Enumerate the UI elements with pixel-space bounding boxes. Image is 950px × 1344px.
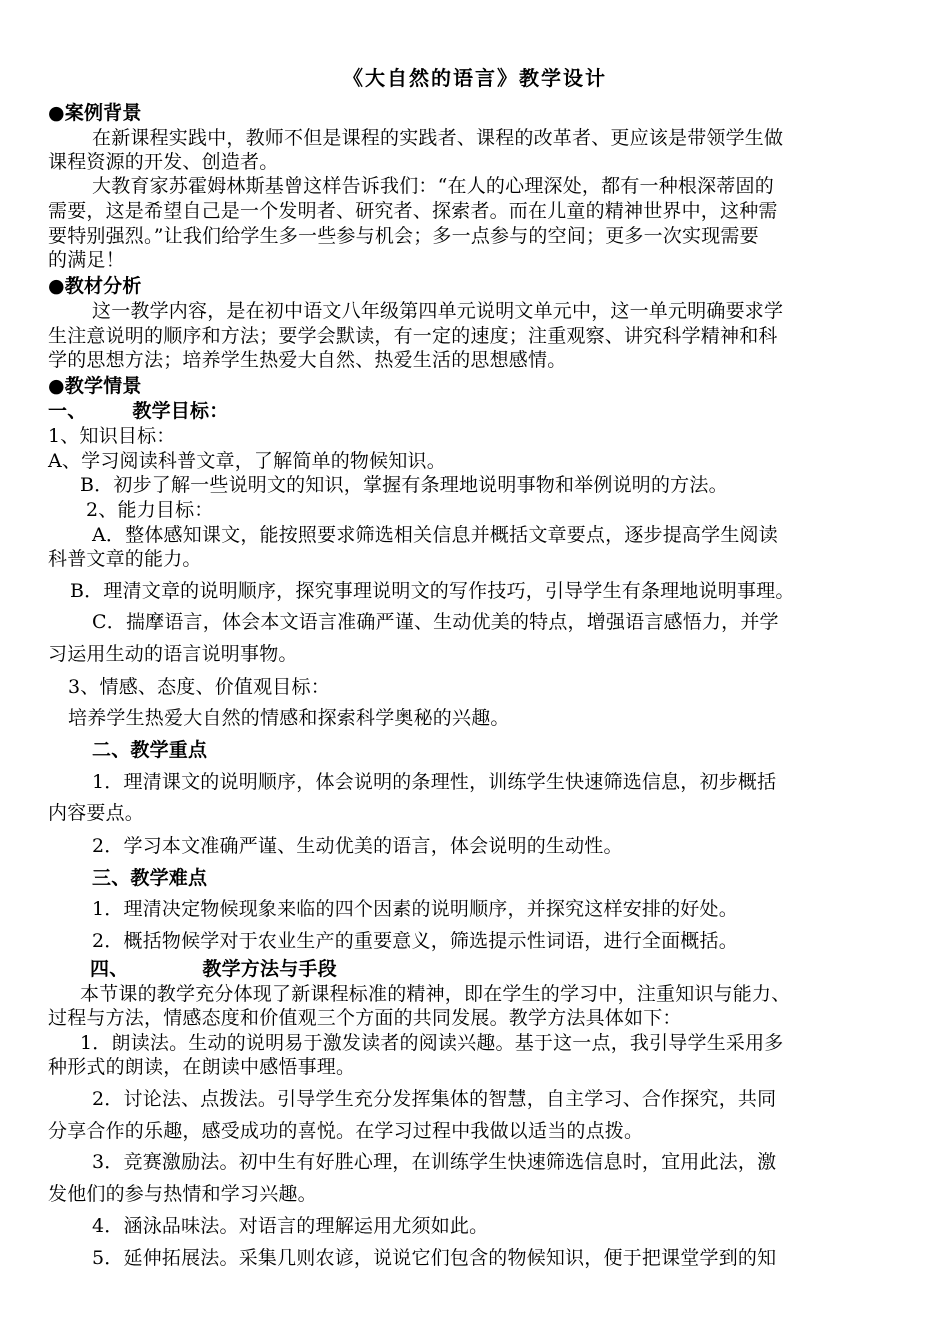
paragraph-line: 要特别强烈。”让我们给学生多一些参与机会；多一点参与的空间；更多一次实现需要 <box>48 225 759 247</box>
list-item: A．整体感知课文，能按照要求筛选相关信息并概括文章要点，逐步提高学生阅读 <box>92 524 778 546</box>
list-item: 1．理清课文的说明顺序，体会说明的条理性，训练学生快速筛选信息，初步概括 <box>92 771 777 793</box>
list-item: 科普文章的能力。 <box>48 548 202 570</box>
subheading-key-points: 二、教学重点 <box>92 739 208 761</box>
list-item: 4．涵泳品味法。对语言的理解运用尤须如此。 <box>92 1215 489 1237</box>
bullet-icon: ● <box>48 375 65 397</box>
paragraph-line: 这一教学内容，是在初中语文八年级第四单元说明文单元中，这一单元明确要求学 <box>92 300 784 322</box>
subheading-teaching-goals: 一、 教学目标： <box>48 400 229 422</box>
list-item: 2．学习本文准确严谨、生动优美的语言，体会说明的生动性。 <box>92 835 623 857</box>
list-item: 培养学生热爱大自然的情感和探索科学奥秘的兴趣。 <box>68 707 510 729</box>
section-heading-case-background: ●案例背景 <box>48 102 142 124</box>
list-item: 1．理清决定物候现象来临的四个因素的说明顺序，并探究这样安排的好处。 <box>92 898 738 920</box>
list-item: B．初步了解一些说明文的知识，掌握有条理地说明事物和举例说明的方法。 <box>80 474 728 496</box>
paragraph-line: 大教育家苏霍姆林斯基曾这样告诉我们：“在人的心理深处，都有一种根深蒂固的 <box>92 175 774 197</box>
paragraph-line: 课程资源的开发、创造者。 <box>48 151 279 173</box>
paragraph-line: 在新课程实践中，教师不但是课程的实践者、课程的改革者、更应该是带领学生做 <box>92 127 784 149</box>
list-heading: 3、情感、态度、价值观目标： <box>68 676 330 698</box>
paragraph-line: 本节课的教学充分体现了新课程标准的精神，即在学生的学习中，注重知识与能力、 <box>80 983 791 1005</box>
subheading-teaching-methods: 四、 教学方法与手段 <box>90 958 337 980</box>
bullet-icon: ● <box>48 102 65 124</box>
list-item: A、学习阅读科普文章，了解简单的物候知识。 <box>48 450 446 472</box>
list-item: 种形式的朗读，在朗读中感悟事理。 <box>48 1056 356 1078</box>
list-item: 发他们的参与热情和学习兴趣。 <box>48 1183 317 1205</box>
list-heading: 1、知识目标： <box>48 425 176 447</box>
list-item: 2．讨论法、点拨法。引导学生充分发挥集体的智慧，自主学习、合作探究，共同 <box>92 1088 777 1110</box>
list-item: 分享合作的乐趣，感受成功的喜悦。在学习过程中我做以适当的点拨。 <box>48 1120 644 1142</box>
list-item: 1．朗读法。生动的说明易于激发读者的阅读兴趣。基于这一点，我引导学生采用多 <box>80 1032 784 1054</box>
subheading-difficult-points: 三、教学难点 <box>92 867 208 889</box>
list-item: B．理清文章的说明顺序，探究事理说明文的写作技巧，引导学生有条理地说明事理。 <box>70 580 795 602</box>
paragraph-line: 学的思想方法；培养学生热爱大自然、热爱生活的思想感情。 <box>48 349 567 371</box>
bullet-icon: ● <box>48 275 65 297</box>
section-heading-material-analysis: ●教材分析 <box>48 275 142 297</box>
list-item: 内容要点。 <box>48 802 145 824</box>
list-item: 5．延伸拓展法。采集几则农谚，说说它们包含的物候知识，便于把课堂学到的知 <box>92 1247 777 1269</box>
section-heading-teaching-context: ●教学情景 <box>48 375 142 397</box>
list-item: C．揣摩语言，体会本文语言准确严谨、生动优美的特点，增强语言感悟力，并学 <box>92 611 779 633</box>
paragraph-line: 的满足！ <box>48 249 125 271</box>
list-heading: 2、能力目标： <box>86 499 214 521</box>
paragraph-line: 生注意说明的顺序和方法；要学会默读，有一定的速度；注重观察、讲究科学精神和科 <box>48 325 778 347</box>
document-title: 《大自然的语言》教学设计 <box>343 66 607 90</box>
list-item: 3．竞赛激励法。初中生有好胜心理，在训练学生快速筛选信息时，宜用此法，激 <box>92 1151 777 1173</box>
paragraph-line: 需要，这是希望自己是一个发明者、研究者、探索者。而在儿童的精神世界中，这种需 <box>48 200 778 222</box>
list-item: 习运用生动的语言说明事物。 <box>48 643 298 665</box>
list-item: 2．概括物候学对于农业生产的重要意义，筛选提示性词语，进行全面概括。 <box>92 930 738 952</box>
paragraph-line: 过程与方法，情感态度和价值观三个方面的共同发展。教学方法具体如下： <box>48 1007 682 1029</box>
